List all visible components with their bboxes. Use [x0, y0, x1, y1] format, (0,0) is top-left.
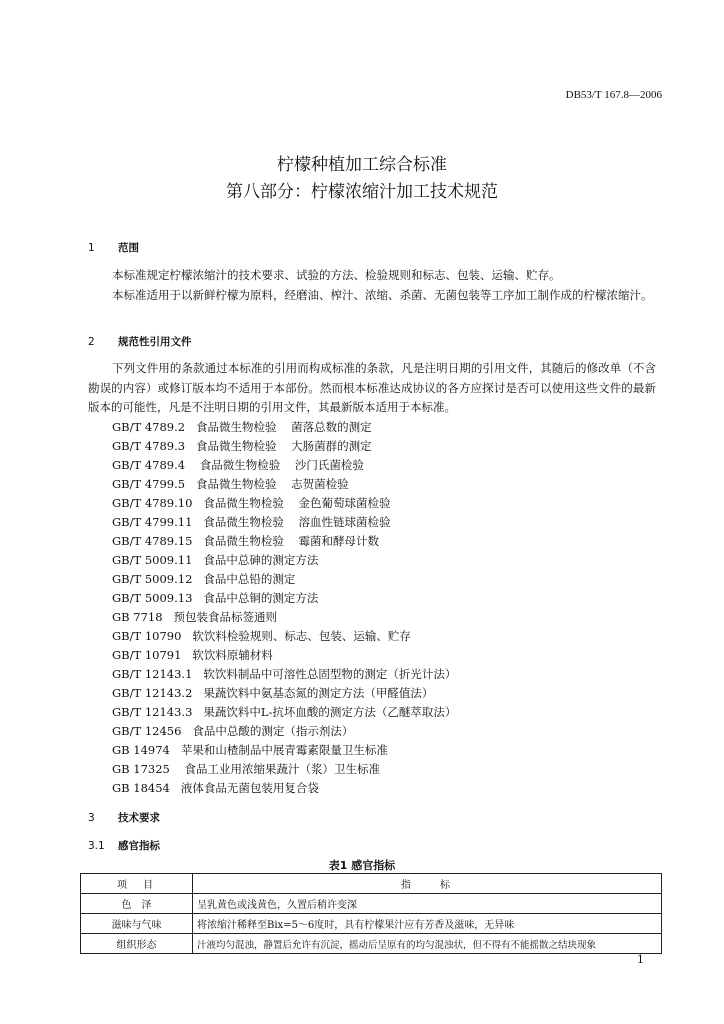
sensory-table [80, 873, 662, 954]
reference-item: GB/T 4789.4 食品微生物检验 沙门氏菌检验 [112, 458, 364, 472]
reference-item: GB/T 10790 软饮料检验规则、标志、包装、运输、贮存 [112, 629, 411, 643]
table-header-cell: 项 目 [81, 874, 193, 894]
table-row [81, 934, 662, 954]
reference-list [112, 418, 456, 798]
reference-item: GB/T 4789.10 食品微生物检验 金色葡萄球菌检验 [112, 496, 391, 510]
paragraph: 本标准规定柠檬浓缩汁的技术要求、试验的方法、检验规则和标志、包装、运输、贮存。 [112, 268, 561, 282]
table-cell: 汁液均匀混浊，静置后允许有沉淀，摇动后呈原有的均匀混浊状，但不得有不能摇散之结块现象 [193, 934, 662, 954]
table-cell: 滋味与气味 [81, 914, 193, 934]
reference-item: GB 18454 液体食品无菌包装用复合袋 [112, 781, 319, 795]
document-title: 柠檬种植加工综合标准 [277, 155, 447, 175]
reference-item: GB/T 4789.3 食品微生物检验 大肠菌群的测定 [112, 439, 372, 453]
paragraph: 本标准适用于以新鲜柠檬为原料，经磨油、榨汁、浓缩、杀菌、无菌包装等工序加工制作成的柠檬浓缩汁。 [112, 287, 653, 302]
document-subtitle: 第八部分：柠檬浓缩汁加工技术规范 [226, 182, 498, 202]
reference-item: GB 7718 预包装食品标签通则 [112, 610, 278, 624]
section-title: 规范性引用文件 [118, 336, 192, 348]
section-title: 技术要求 [118, 812, 160, 824]
section-3-heading [88, 810, 160, 825]
table-cell: 色 泽 [81, 894, 193, 914]
table-row [81, 894, 662, 914]
reference-item: GB/T 5009.12 食品中总铅的测定 [112, 572, 296, 586]
reference-item: GB 17325 食品工业用浓缩果蔬汁（浆）卫生标准 [112, 762, 380, 776]
reference-item: GB/T 12456 食品中总酸的测定（指示剂法） [112, 724, 354, 738]
page-number: 1 [637, 953, 644, 966]
table-cell: 组织形态 [81, 934, 193, 954]
reference-item: GB/T 4799.5 食品微生物检验 志贺菌检验 [112, 477, 349, 491]
reference-item: GB/T 4789.15 食品微生物检验 霉菌和酵母计数 [112, 534, 379, 548]
paragraph: 下列文件用的条款通过本标准的引用而构成标准的条款，凡是注明日期的引用文件，其随后的修改单（不含勘误的内容）或修订版本均不适用于本部份。然而根本标准达成协议的各方应探讨是否可以使用这些文件的最新版本的可能性，凡是不注明日期的引用文件，其最新版本适用于本标准。 [88, 361, 656, 414]
subsection-title: 感官指标 [118, 840, 160, 852]
table-cell: 将浓缩汁稀释至Bix=5～6度时，具有柠檬果汁应有芳香及滋味，无异味 [193, 914, 662, 934]
section-number: 2 [88, 336, 95, 348]
section-number: 1 [88, 242, 95, 254]
reference-item: GB/T 5009.13 食品中总铜的测定方法 [112, 591, 319, 605]
subsection-3-1-heading [88, 838, 160, 853]
table-caption: 表1 感官指标 [328, 859, 396, 872]
section-2-heading [88, 334, 192, 349]
reference-item: GB/T 4799.11 食品微生物检验 溶血性链球菌检验 [112, 515, 391, 529]
table-header-row [81, 874, 662, 894]
reference-item: GB 14974 苹果和山楂制品中展青霉素限量卫生标准 [112, 743, 388, 757]
section-number: 3 [88, 812, 95, 824]
reference-item: GB/T 12143.2 果蔬饮料中氨基态氮的测定方法（甲醛值法） [112, 686, 434, 700]
reference-item: GB/T 12143.1 软饮料制品中可溶性总固型物的测定（折光计法） [112, 667, 457, 681]
table-cell: 呈乳黄色或浅黄色，久置后稍许变深 [193, 894, 662, 914]
section-1-heading [88, 240, 139, 255]
section-2-intro [88, 359, 656, 418]
reference-item: GB/T 4789.2 食品微生物检验 菌落总数的测定 [112, 420, 372, 434]
table-row [81, 914, 662, 934]
section-1-body [88, 266, 656, 305]
section-title: 范围 [118, 242, 139, 254]
reference-item: GB/T 12143.3 果蔬饮料中L-抗坏血酸的测定方法（乙醚萃取法） [112, 705, 457, 719]
reference-item: GB/T 5009.11 食品中总砷的测定方法 [112, 553, 319, 567]
table-header-cell: 指 标 [193, 874, 662, 894]
standard-code: DB53/T 167.8—2006 [565, 89, 662, 101]
subsection-number: 3.1 [88, 840, 105, 852]
reference-item: GB/T 10791 软饮料原辅材料 [112, 648, 273, 662]
